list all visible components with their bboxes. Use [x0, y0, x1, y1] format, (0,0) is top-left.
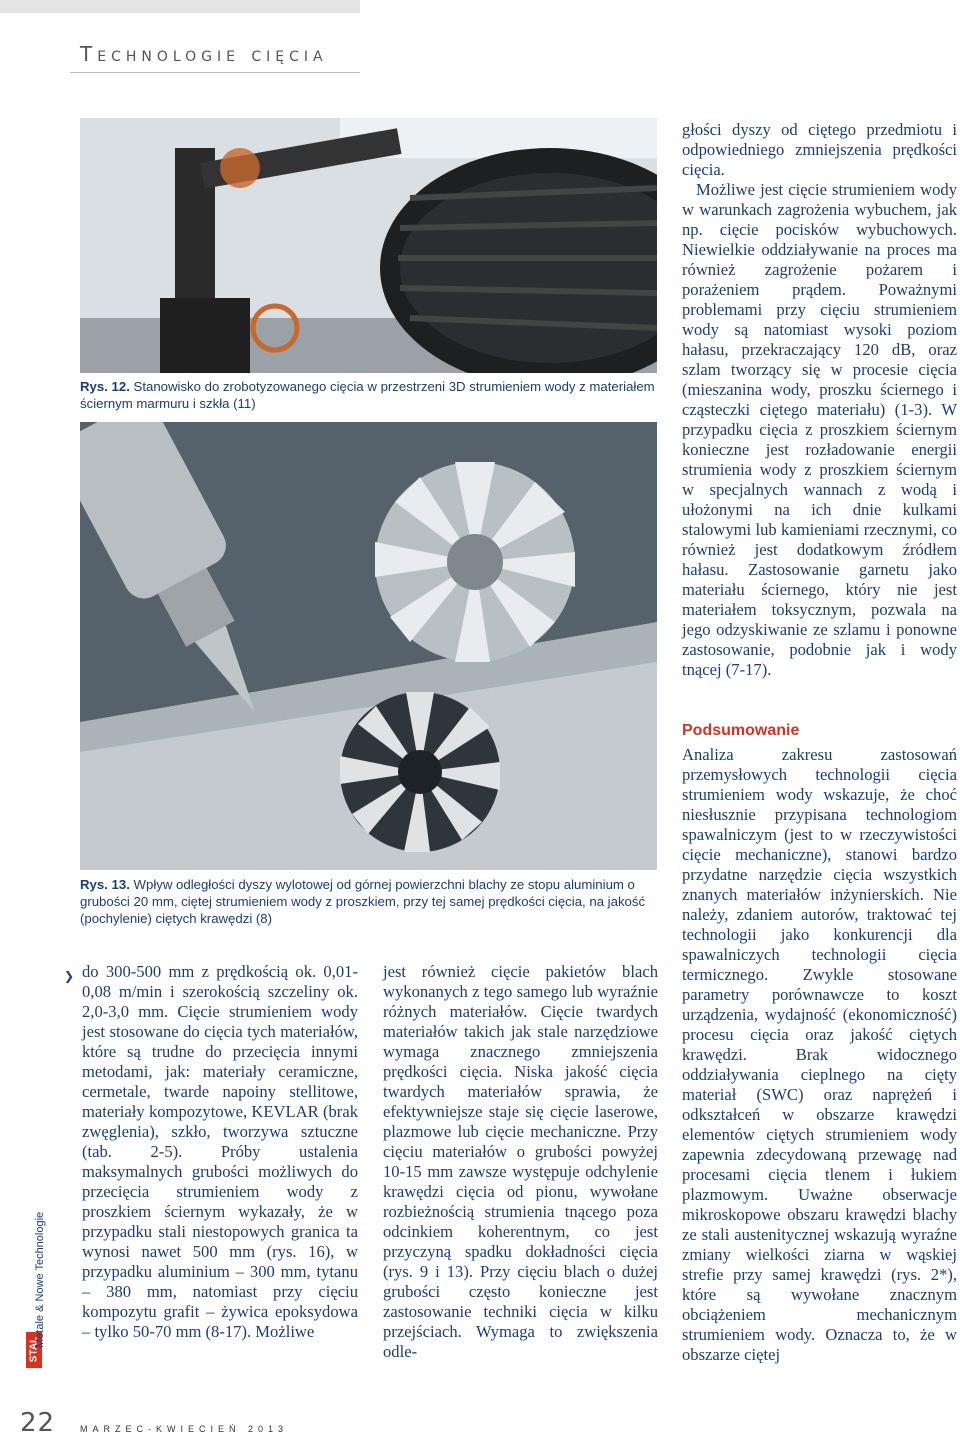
figure-13-text: Wpływ odległości dyszy wylotowej od górnej powierzchni blachy ze stopu aluminium o grubości 20 mm, ciętej strumieniem wody z proszkiem, przy tej samej prędkości cięcia, na jakość (pochylenie) ciętych krawędzi (8) — [80, 877, 646, 926]
robot-waterjet-illustration — [80, 118, 657, 373]
middle-column-bottom — [383, 962, 658, 1362]
continuation-arrow-icon: ❯ — [64, 969, 75, 983]
figure-12-caption — [80, 378, 660, 412]
stal-logo-text: STAL — [28, 1336, 40, 1363]
cut-hole — [340, 692, 500, 852]
section-title: Technologie cięcia — [80, 42, 328, 66]
left-column-bottom — [64, 962, 358, 1342]
turbine-piece — [375, 462, 575, 662]
nozzle-turbine-illustration — [80, 422, 657, 870]
paragraph: jest również cięcie pakietów blach wykonanych z tego samego lub wyraźnie różnych materiałów. Cięcie twardych materiałów takich jak stale narzędziowe wymaga znacznego zmniejszenia prędkości cięcia. Niska jakość cięcia twardych materiałów sprawia, że efektywniejsze staje się cięcie laserowe, plazmowe lub cięcie mechaniczne. Przy cięciu materiałów o grubości powyżej 10-15 mm zawsze występuje odchylenie krawędzi cięcia od pionu, wywołane rozbieżnością strumienia tnącego poza odcinkiem koherentnym, co jest przyczyną spadku dokładności cięcia (rys. 9 i 13). Przy cięciu blach o dużej grubości często konieczne jest zastosowanie techniki cięcia w kilku przejściach. Wymaga to zwiększenia odle- — [383, 962, 658, 1361]
figure-12-label: Rys. 12. — [80, 379, 130, 394]
summary-column — [682, 745, 957, 1365]
top-bar — [0, 0, 360, 13]
right-column-top — [682, 120, 957, 680]
figure-13-caption — [80, 876, 660, 927]
paragraph: do 300-500 mm z prędkością ok. 0,01-0,08 m/min i szerokością szczeliny ok. 2,0-3,0 mm. Cięcie strumieniem wody jest stosowane do cięcia tych materiałów, które są trudne do przecięcia innymi metodami, jak: materiały ceramiczne, cermetale, twarde napoiny stellitowe, materiały kompozytowe, KEVLAR (brak zwęglenia), szkło, tworzywa sztuczne (tab. 2-5). Próby ustalenia maksymalnych grubości możliwych do przecięcia strumieniem wody z proszkiem ściernym wykazały, że w przypadku stali niestopowych granica ta wynosi nawet 500 mm (rys. 16), w przypadku aluminium – 300 mm, tytanu – 380 mm, natomiast przy cięciu kompozytu grafit – żywica epoksydowa – tylko 50-70 mm (8-17). Możliwe — [82, 962, 358, 1341]
summary-heading: Podsumowanie — [682, 722, 800, 739]
figure-13-photo — [80, 422, 657, 870]
page-number: 22 — [20, 1408, 56, 1438]
section-rule — [70, 72, 360, 73]
figure-13-label: Rys. 13. — [80, 877, 130, 892]
paragraph: Możliwe jest cięcie strumieniem wody w warunkach zagrożenia wybuchem, jak np. cięcie pocisków wybuchowych. Niewielkie oddziaływanie na proces ma również zagrożenie pożarem i porażeniem prądem. Poważnymi problemami przy cięciu strumieniem wody są natomiast wysoki poziom hałasu, przekraczający 120 dB, oraz szlam tworzący się w procesie cięcia (mieszanina wody, proszku ściernego i cząsteczki ciętego materiału) (1-3). W przypadku cięcia z proszkiem ściernym konieczne jest rozładowanie energii strumienia wody z proszkiem ściernym w specjalnych wannach z wodą i ułożonymi na ich dnie kulkami stalowymi lub kamieniami rzecznymi, co również jest dodatkowym źródłem hałasu. Zastosowanie garnetu jako materiału ściernego, który nie jest materiałem toksycznym, pozwala na jego odzyskiwanie ze szlamu i ponowne zastosowanie, podobnie jak i wody tnącej (7-17). — [682, 180, 957, 679]
paragraph: głości dyszy od ciętego przedmiotu i odpowiedniego zmniejszenia prędkości cięcia. — [682, 120, 957, 179]
magazine-name: Metale & Nowe Technologie — [34, 1211, 46, 1348]
figure-12-photo — [80, 118, 657, 373]
issue-date: MARZEC-KWIECIEŃ 2013 — [80, 1424, 289, 1434]
paragraph: Analiza zakresu zastosowań przemysłowych technologii cięcia strumieniem wody wskazuje, że choć niesłusznie przypisana technologiom spawalniczym (jest to w rzeczywistości cięcie mechaniczne), stanowi bardzo przydatne narzędzie cięcia wszystkich znanych materiałów inżynierskich. Nie należy, zdaniem autorów, traktować tej technologii jako konkurencji dla spawalniczych technologii cięcia termicznego. Zwykle stosowane parametry porównawcze to koszt urządzenia, wydajność (ekonomiczność) procesu cięcia oraz jakość ciętych krawędzi. Brak widocznego oddziaływania cieplnego na cięty materiał (SWC) oraz naprężeń i odkształceń w obszarze krawędzi elementów ciętych strumieniem wody zapewnia zdecydowaną przewagę nad procesami cięcia tlenem i łukiem plazmowym. Uważne obserwacje mikroskopowe obszaru krawędzi blachy ze stali austenitycznej wskazują wyraźne zmiany wielkości ziarna w wąskiej strefie przy samej krawędzi (rys. 2*), które są wywołane znacznym obciążeniem mechanicznym strumieniem wody. Oznacza to, że w obszarze ciętej — [682, 745, 957, 1364]
figure-12-text: Stanowisko do zrobotyzowanego cięcia w przestrzeni 3D strumieniem wody z materiałem ściernym marmuru i szkła (11) — [80, 379, 655, 411]
